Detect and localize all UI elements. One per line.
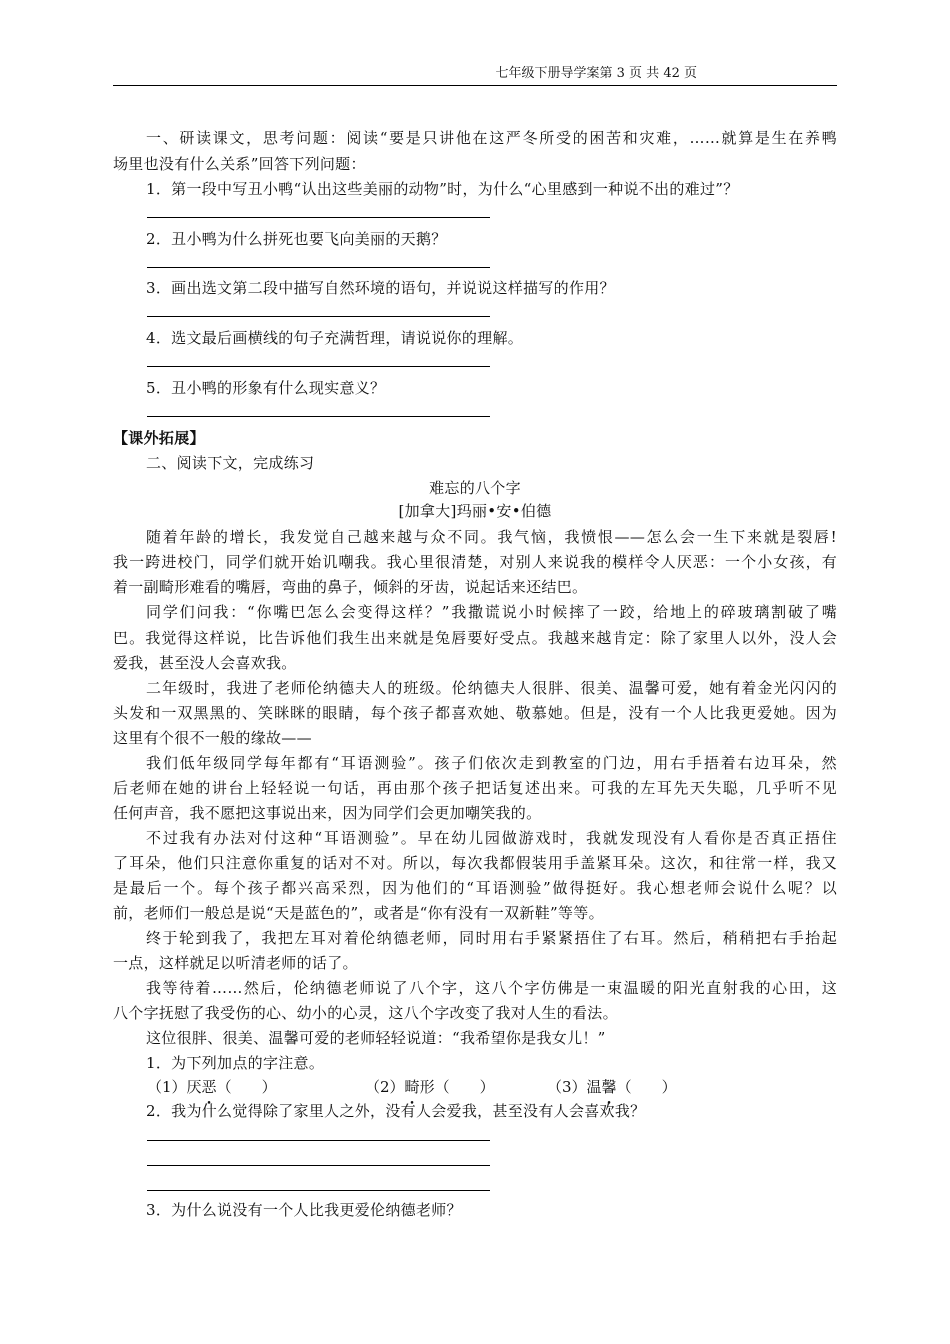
- pinyin-item-1: （1）厌恶（ ）: [147, 1078, 277, 1096]
- answer-line[interactable]: [147, 217, 490, 218]
- page-header: 七年级下册导学案第 3 页 共 42 页: [113, 64, 837, 86]
- article-line: 是最后一个。每个孩子都兴高采烈，因为他们的“耳语测验”做得挺好。我心想老师会说什么呢？以: [113, 879, 837, 897]
- article-line: 八个字抚慰了我受伤的心、幼小的心灵，这八个字改变了我对人生的看法。: [113, 1004, 618, 1022]
- article-line: 我等待着……然后，伦纳德老师说了八个字，这八个字仿佛是一束温暖的阳光直射我的心田，这: [146, 979, 837, 997]
- exercise-question-3: 3．为什么说没有一个人比我更爱伦纳德老师？: [146, 1201, 462, 1219]
- article-line: 任何声音，我不愿把这事说出来，因为同学们会更加嘲笑我的。: [113, 804, 542, 822]
- answer-line[interactable]: [147, 366, 490, 367]
- article-line: 不过我有办法对付这种“耳语测验”。早在幼儿园做游戏时，我就发现没有人看你是否真正捂住: [146, 829, 837, 847]
- article-line: 巴。我觉得这样说，比告诉他们我生出来就是兔唇要好受点。我越来越肯定：除了家里人以外，没人会: [113, 629, 837, 647]
- question-2: 2．丑小鸭为什么拼死也要飞向美丽的天鹅？: [146, 230, 447, 248]
- pinyin-item-2: （2）畸形（ ）: [365, 1078, 495, 1096]
- article-line: 同学们问我：“你嘴巴怎么会变得这样？”我撒谎说小时候摔了一跤，给地上的碎玻璃割破了嘴: [146, 603, 837, 621]
- pinyin-item-3: （3）温馨（ ）: [547, 1078, 677, 1096]
- extension-heading: 【课外拓展】: [113, 429, 205, 447]
- article-line: 前，老师们一般总是说“天是蓝色的”，或者是“你有没有一双新鞋”等等。: [113, 904, 604, 922]
- answer-line[interactable]: [147, 1165, 490, 1166]
- article-line: 二年级时，我进了老师伦纳德夫人的班级。伦纳德夫人很胖、很美、温馨可爱，她有着金光闪闪的: [146, 679, 837, 697]
- article-line: 了耳朵，他们只注意你重复的话对不对。所以，每次我都假装用手盖紧耳朵。这次，和往常一样，我又: [113, 854, 837, 872]
- article-line: 这里有个很不一般的缘故——: [113, 729, 312, 747]
- answer-line[interactable]: [147, 1190, 490, 1191]
- section1-intro-line1: 一、研读课文，思考问题：阅读“要是只讲他在这严冬所受的困苦和灾难，……就算是生在养鸭: [146, 129, 837, 147]
- answer-line[interactable]: [147, 1140, 490, 1141]
- article-line: 着一副畸形难看的嘴唇，弯曲的鼻子，倾斜的牙齿，说起话来还结巴。: [113, 578, 588, 596]
- article-line: 这位很胖、很美、温馨可爱的老师轻轻说道：“我希望你是我女儿！”: [146, 1029, 606, 1047]
- article-line: 随着年龄的增长，我发觉自己越来越与众不同。我气恼，我愤恨——怎么会一生下来就是裂唇!: [146, 528, 837, 546]
- exercise-question-2: 2．我为什么觉得除了家里人之外，没有人会爱我，甚至没有人会喜欢我？: [146, 1102, 646, 1120]
- article-line: 一点，这样就足以听清老师的话了。: [113, 954, 358, 972]
- question-1: 1．第一段中写丑小鸭“认出这些美丽的动物”时，为什么“心里感到一种说不出的难过”？: [146, 180, 739, 198]
- article-line: 我一跨进校门，同学们就开始讥嘲我。我心里很清楚，对别人来说我的模样令人厌恶：一个小女孩，有: [113, 553, 837, 571]
- extension-instruction: 二、阅读下文，完成练习: [146, 454, 315, 472]
- section1-intro-line2: 场里也没有什么关系”回答下列问题：: [113, 155, 366, 173]
- answer-line[interactable]: [147, 267, 490, 268]
- answer-line[interactable]: [147, 316, 490, 317]
- article-title: 难忘的八个字: [429, 479, 521, 497]
- question-5: 5．丑小鸭的形象有什么现实意义？: [146, 379, 386, 397]
- question-3: 3．画出选文第二段中描写自然环境的语句，并说说这样描写的作用？: [146, 279, 615, 297]
- article-line: 后老师在她的讲台上轻轻说一句话，再由那个孩子把话复述出来。可我的左耳先天失聪，几乎听不见: [113, 779, 837, 797]
- exercise-question-1: 1．为下列加点的字注意。: [146, 1054, 325, 1072]
- article-author: [加拿大]玛丽•安•伯德: [398, 502, 552, 520]
- question-4: 4．选文最后画横线的句子充满哲理，请说说你的理解。: [146, 329, 524, 347]
- article-line: 我们低年级同学每年都有“耳语测验”。孩子们依次走到教室的门边，用右手捂着右边耳朵，然: [146, 754, 837, 772]
- article-line: 终于轮到我了，我把左耳对着伦纳德老师，同时用右手紧紧捂住了右耳。然后，稍稍把右手抬起: [146, 929, 837, 947]
- article-line: 头发和一双黑黑的、笑眯眯的眼睛，每个孩子都喜欢她、敬慕她。但是，没有一个人比我更爱她。因为: [113, 704, 837, 722]
- answer-line[interactable]: [147, 416, 490, 417]
- article-line: 爱我，甚至没人会喜欢我。: [113, 654, 297, 672]
